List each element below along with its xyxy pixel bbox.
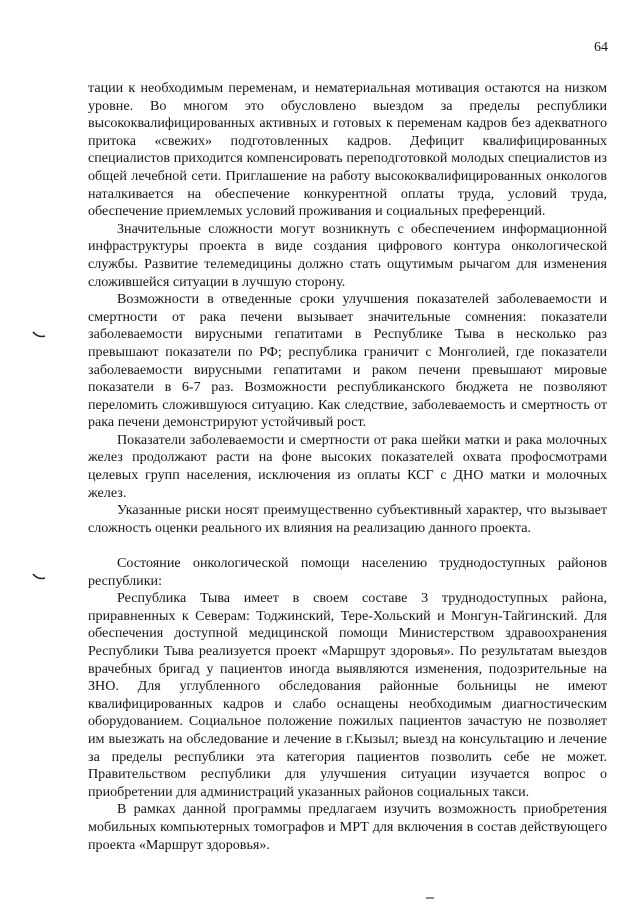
page-number: 64	[594, 40, 608, 55]
paragraph-cervical-breast-cancer: Показатели заболеваемости и смертности от рака шейки матки и рака молочных желез продолжают расти на фоне высоких показателей охвата профосмотрами целевых групп населения, исключения из оплаты КСГ с ДНО матки и молочных желез.	[88, 431, 607, 501]
margin-check-mark	[32, 572, 46, 581]
scan-artifact	[426, 897, 434, 899]
margin-check-mark	[32, 330, 46, 339]
paragraph-staff-motivation: тации к необходимым переменам, и нематериальная мотивация остаются на низком уровне. Во многом это обусловлено выездом за пределы республики высококвалифицированных активных и готовых к переменам кадров без адекватного притока «свежих» подготовленных кадров. Дефицит квалифицированных специалистов приходится компенсировать переподготовкой молодых специалистов из общей лечебной сети. Приглашение на работу высококвалифицированных онкологов наталкивается на обеспечение конкурентной оплаты труда, условий труда, обеспечение приемлемых условий проживания и социальных преференций.	[88, 80, 607, 220]
paragraph-remote-districts: Республика Тыва имеет в своем составе 3 труднодоступных района, приравненных к Северам: Тоджинский, Тере-Хольский и Монгун-Тайгинский. Для обеспечения доступной медицинской помощи Министерством здравоохранения Республики Тыва реализуется проект «Маршрут здоровья». По результатам выездов врачебных бригад у пациентов иногда выявляются изменения, подозрительные на ЗНО. Для углубленного обследования районные больницы не имеют квалифицированных кадров и слабо оснащены необходимым диагностическим оборудованием. Социальное положение пожилых пациентов зачастую не позволяет им выезжать на обследование и лечение в г.Кызыл; выезд на консультацию и лечение за пределы республики эта категория пациентов позволить себе не может. Правительством республики для улучшения ситуации изучается вопрос о приобретении для администраций указанных районов социальных такси.	[88, 590, 607, 800]
document-body	[88, 80, 607, 854]
paragraph-liver-cancer: Возможности в отведенные сроки улучшения показателей заболеваемости и смертности от рака печени вызывает значительные сомнения: показатели заболеваемости вирусными гепатитами в Республике Тыва в несколько раз превышают показатели по РФ; республика граничит с Монголией, где показатели заболеваемости вирусными гепатитами и раком печени превышают мировые показатели в 6-7 раз. Возможности республиканского бюджета не позволяют переломить сложившуюся ситуацию. Как следствие, заболеваемость и смертность от рака печени демонстрируют устойчивый рост.	[88, 291, 607, 431]
paragraph-risks: Указанные риски носят преимущественно субъективный характер, что вызывает сложность оценки реального их влияния на реализацию данного проекта.	[88, 502, 607, 536]
paragraph-it-infrastructure: Значительные сложности могут возникнуть с обеспечением информационной инфраструктуры проекта в виде создания цифрового контура онкологической службы. Развитие телемедицины должно стать ощутимым рычагом для изменения сложившейся ситуации в лучшую сторону.	[88, 220, 607, 290]
paragraph-mobile-equipment: В рамках данной программы предлагаем изучить возможность приобретения мобильных компьютерных томографов и МРТ для включения в состав действующего проекта «Маршрут здоровья».	[88, 801, 607, 853]
section-heading-remote-districts: Состояние онкологической помощи населению труднодоступных районов республики:	[88, 555, 607, 589]
blank-line	[88, 537, 607, 555]
